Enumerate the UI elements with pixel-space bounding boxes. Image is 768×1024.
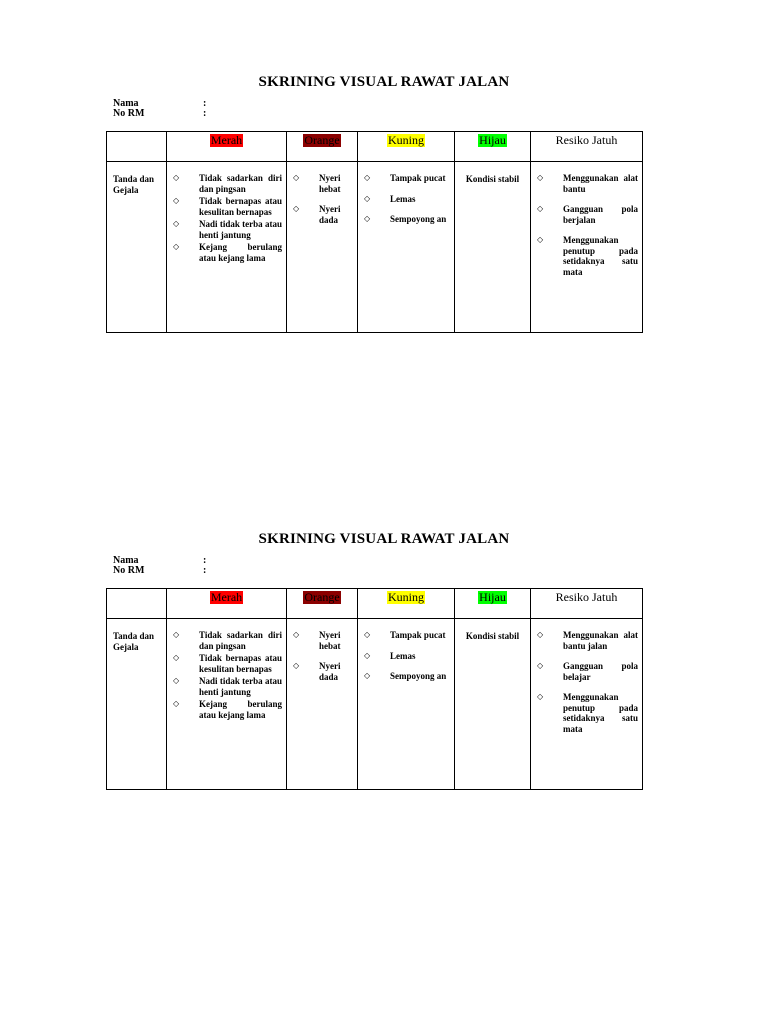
resiko-cell	[531, 162, 643, 333]
merah-header	[167, 132, 287, 162]
merah-header	[167, 589, 287, 619]
nama-colon: :	[203, 98, 207, 109]
list-item: ◇ Menggunakan alat bantu jalan	[537, 630, 638, 651]
diamond-bullet-icon: ◇	[537, 692, 544, 701]
diamond-bullet-icon: ◇	[537, 661, 544, 670]
triage-table	[106, 588, 643, 790]
diamond-bullet-icon: ◇	[173, 676, 180, 685]
norm-field	[113, 109, 213, 119]
list-item: ◇ Nyeri dada	[293, 204, 341, 225]
orange-cell	[287, 162, 358, 333]
kuning-header	[358, 132, 455, 162]
screening-form-1	[0, 72, 768, 277]
kuning-label: Kuning	[388, 133, 424, 147]
row-label: Tanda dan Gejala	[107, 162, 167, 333]
diamond-bullet-icon: ◇	[293, 630, 300, 639]
list-item: ◇ Sempoyong an	[364, 671, 447, 681]
list-item: ◇ Gangguan pola berjalan	[537, 204, 638, 225]
hijau-cell: Kondisi stabil	[455, 162, 531, 333]
header-row	[107, 132, 643, 162]
diamond-bullet-icon: ◇	[173, 196, 180, 205]
norm-label: No RM	[113, 108, 145, 119]
norm-label: No RM	[113, 565, 145, 576]
diamond-bullet-icon: ◇	[537, 235, 544, 244]
list-item: ◇ Tampak pucat	[364, 173, 446, 183]
resiko-label: Resiko Jatuh	[555, 590, 618, 604]
orange-header	[287, 132, 358, 162]
kuning-cell	[358, 162, 455, 333]
list-item: ◇ Kejang berulang atau kejang lama	[173, 699, 282, 720]
orange-cell	[287, 619, 358, 790]
merah-label: Merah	[210, 133, 243, 147]
kuning-header	[358, 589, 455, 619]
list-item: ◇ Tampak pucat	[364, 630, 446, 640]
diamond-bullet-icon: ◇	[364, 671, 371, 680]
diamond-bullet-icon: ◇	[364, 173, 371, 182]
screening-form-2	[0, 529, 768, 734]
diamond-bullet-icon: ◇	[537, 630, 544, 639]
body-row	[107, 162, 643, 333]
list-item: ◇ Nyeri hebat	[293, 630, 341, 651]
resiko-header	[531, 132, 643, 162]
list-item: ◇ Nyeri hebat	[293, 173, 341, 194]
patient-fields	[113, 556, 213, 576]
hijau-header	[455, 132, 531, 162]
nama-label: Nama	[113, 98, 139, 109]
norm-colon: :	[203, 565, 207, 576]
list-item: ◇ Menggunakan penutup pada setidaknya satu mata	[537, 235, 638, 277]
empty-header-cell	[107, 132, 167, 162]
diamond-bullet-icon: ◇	[364, 214, 371, 223]
list-item: ◇ Gangguan pola belajar	[537, 661, 638, 682]
orange-header	[287, 589, 358, 619]
diamond-bullet-icon: ◇	[293, 661, 300, 670]
patient-fields	[113, 99, 213, 119]
hijau-label: Hijau	[479, 590, 506, 604]
diamond-bullet-icon: ◇	[537, 204, 544, 213]
diamond-bullet-icon: ◇	[173, 219, 180, 228]
list-item: ◇ Tidak sadarkan diri dan pingsan	[173, 173, 282, 194]
list-item: ◇ Tidak sadarkan diri dan pingsan	[173, 630, 282, 651]
hijau-cell: Kondisi stabil	[455, 619, 531, 790]
norm-colon: :	[203, 108, 207, 119]
resiko-cell	[531, 619, 643, 790]
diamond-bullet-icon: ◇	[293, 204, 300, 213]
header-row	[107, 589, 643, 619]
hijau-header	[455, 589, 531, 619]
hijau-label: Hijau	[479, 133, 506, 147]
list-item: ◇ Tidak bernapas atau kesulitan bernapas	[173, 196, 282, 217]
resiko-label: Resiko Jatuh	[555, 133, 618, 147]
orange-label: Orange	[304, 590, 340, 604]
diamond-bullet-icon: ◇	[293, 173, 300, 182]
list-item: ◇ Nyeri dada	[293, 661, 341, 682]
orange-label: Orange	[304, 133, 340, 147]
diamond-bullet-icon: ◇	[173, 173, 180, 182]
diamond-bullet-icon: ◇	[173, 630, 180, 639]
nama-label: Nama	[113, 555, 139, 566]
form-title: SKRINING VISUAL RAWAT JALAN	[258, 531, 510, 547]
nama-colon: :	[203, 555, 207, 566]
list-item: ◇ Kejang berulang atau kejang lama	[173, 242, 282, 263]
form-title: SKRINING VISUAL RAWAT JALAN	[258, 74, 510, 90]
merah-cell	[167, 619, 287, 790]
resiko-header	[531, 589, 643, 619]
empty-header-cell	[107, 589, 167, 619]
kuning-label: Kuning	[388, 590, 424, 604]
body-row	[107, 619, 643, 790]
triage-table	[106, 131, 643, 333]
list-item: ◇ Sempoyong an	[364, 214, 447, 224]
diamond-bullet-icon: ◇	[364, 630, 371, 639]
list-item: ◇ Lemas	[364, 650, 416, 661]
list-item: ◇ Menggunakan alat bantu	[537, 173, 638, 194]
list-item: ◇ Tidak bernapas atau kesulitan bernapas	[173, 653, 282, 674]
diamond-bullet-icon: ◇	[364, 193, 371, 203]
kuning-cell	[358, 619, 455, 790]
diamond-bullet-icon: ◇	[537, 173, 544, 182]
diamond-bullet-icon: ◇	[364, 650, 371, 660]
list-item: ◇ Nadi tidak terba atau henti jantung	[173, 676, 282, 697]
merah-label: Merah	[210, 590, 243, 604]
norm-field	[113, 566, 213, 576]
list-item: ◇ Menggunakan penutup pada setidaknya satu mata	[537, 692, 638, 734]
diamond-bullet-icon: ◇	[173, 653, 180, 662]
diamond-bullet-icon: ◇	[173, 242, 180, 251]
merah-cell	[167, 162, 287, 333]
row-label: Tanda dan Gejala	[107, 619, 167, 790]
list-item: ◇ Nadi tidak terba atau henti jantung	[173, 219, 282, 240]
diamond-bullet-icon: ◇	[173, 699, 180, 708]
list-item: ◇ Lemas	[364, 193, 416, 204]
